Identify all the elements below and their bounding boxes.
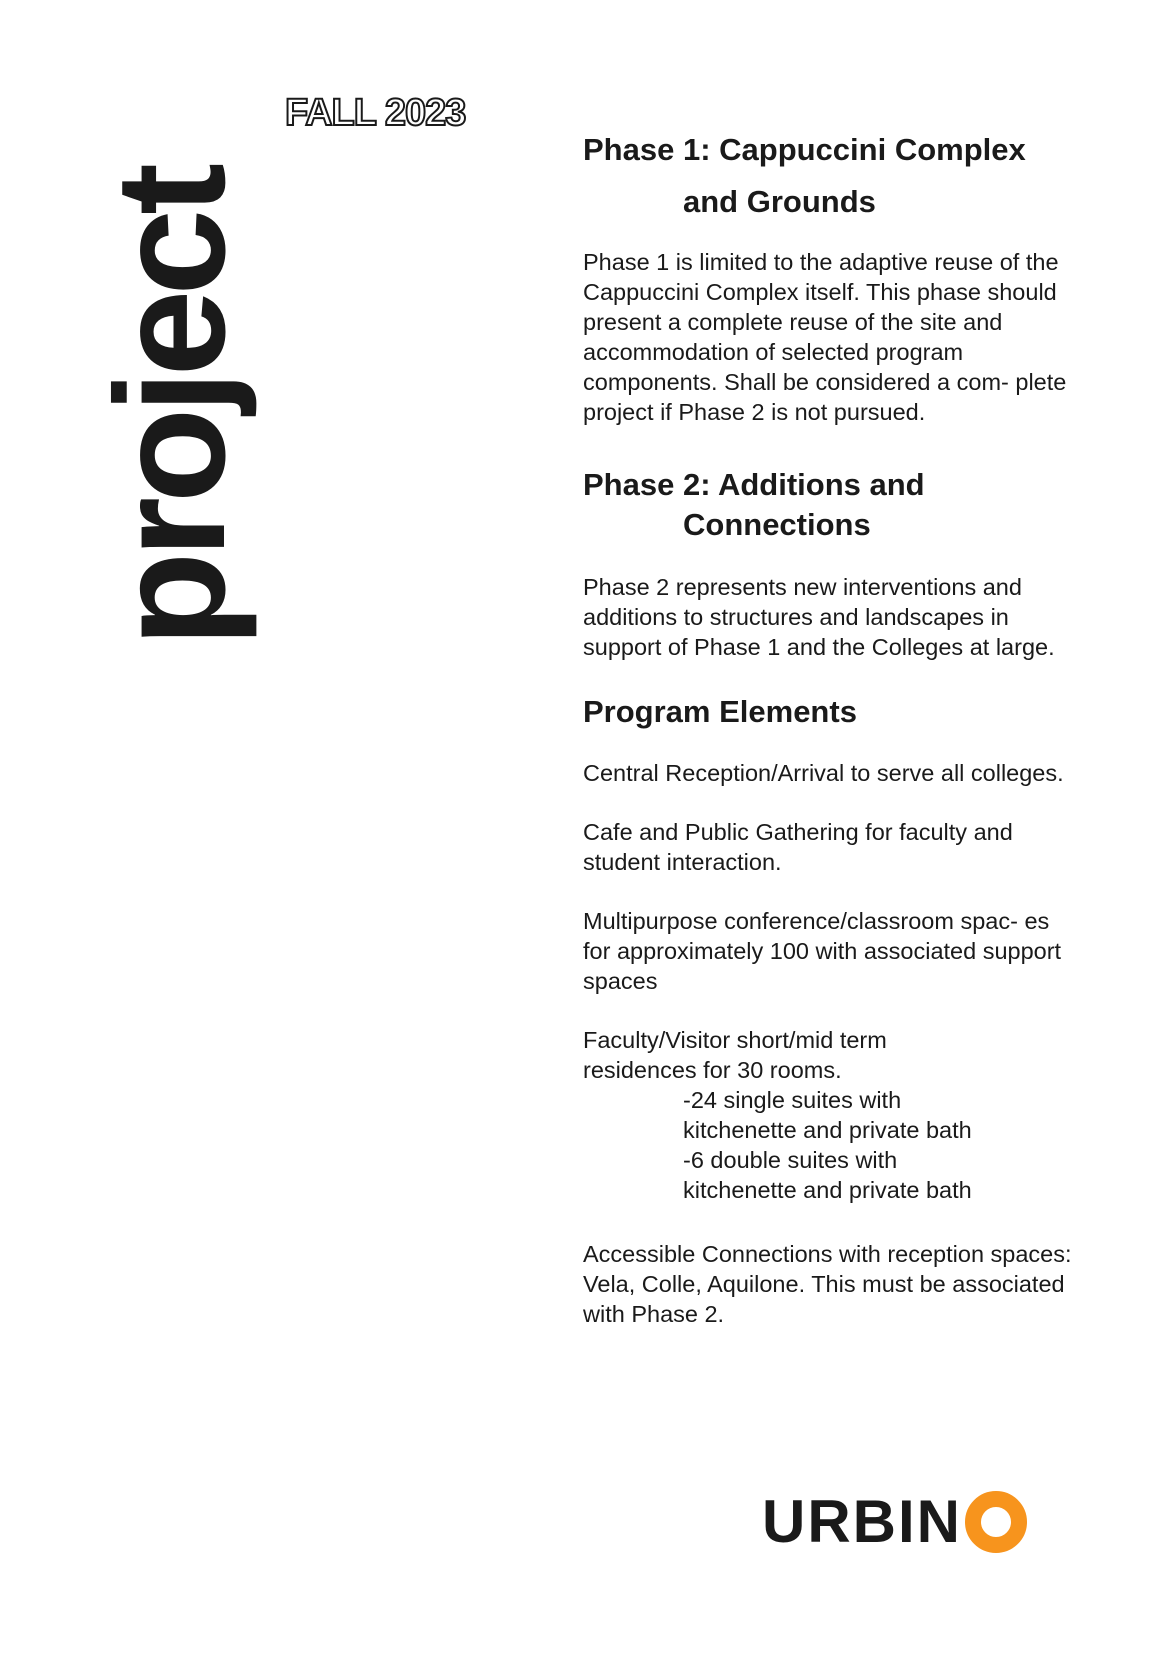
phase1-heading-line2: and Grounds xyxy=(683,184,876,219)
phase1-heading-line1: Phase 1: Cappuccini Complex xyxy=(583,132,1026,167)
residences-double-line2: kitchenette and private bath xyxy=(683,1177,972,1203)
urbino-logo xyxy=(762,1490,1028,1554)
logo-orange-ring-icon xyxy=(964,1490,1028,1554)
phase1-heading xyxy=(583,130,1083,222)
program-item-connections: Accessible Connections with reception spaces: Vela, Colle, Aquilone. This must be associated with Phase 2. xyxy=(583,1241,1072,1327)
phase2-heading-line1: Phase 2: Additions and xyxy=(583,467,925,502)
program-item-residences xyxy=(583,1025,1083,1205)
residences-line1: Faculty/Visitor short/mid term xyxy=(583,1027,887,1053)
program-item-cafe: Cafe and Public Gathering for faculty and student interaction. xyxy=(583,819,1013,875)
phase2-heading-line2: Connections xyxy=(683,507,871,542)
program-item-reception: Central Reception/Arrival to serve all colleges. xyxy=(583,760,1064,786)
main-content xyxy=(583,130,1083,1329)
residences-single-line1: -24 single suites with xyxy=(683,1087,902,1113)
residences-single-line2: kitchenette and private bath xyxy=(683,1117,972,1143)
residences-double-line1: -6 double suites with xyxy=(683,1147,898,1173)
program-heading: Program Elements xyxy=(583,694,857,729)
term-label: FALL 2023 xyxy=(285,92,466,134)
logo-ring-circle xyxy=(973,1499,1019,1545)
side-title: project xyxy=(84,168,258,648)
residences-line2: residences for 30 rooms. xyxy=(583,1057,842,1083)
phase2-heading xyxy=(583,465,1083,545)
phase1-body: Phase 1 is limited to the adaptive reuse of the Cappuccini Complex itself. This phase should present a complete reuse of the site and accommodation of selected program components. Shall be considered a com- plete project if Phase 2 is not pursued. xyxy=(583,249,1067,425)
logo-text: URBIN xyxy=(762,1488,962,1555)
phase2-body: Phase 2 represents new interventions and additions to structures and landscapes in support of Phase 1 and the Colleges at large. xyxy=(583,574,1055,660)
program-item-conference: Multipurpose conference/classroom spac- es for approximately 100 with associated support spaces xyxy=(583,908,1062,994)
